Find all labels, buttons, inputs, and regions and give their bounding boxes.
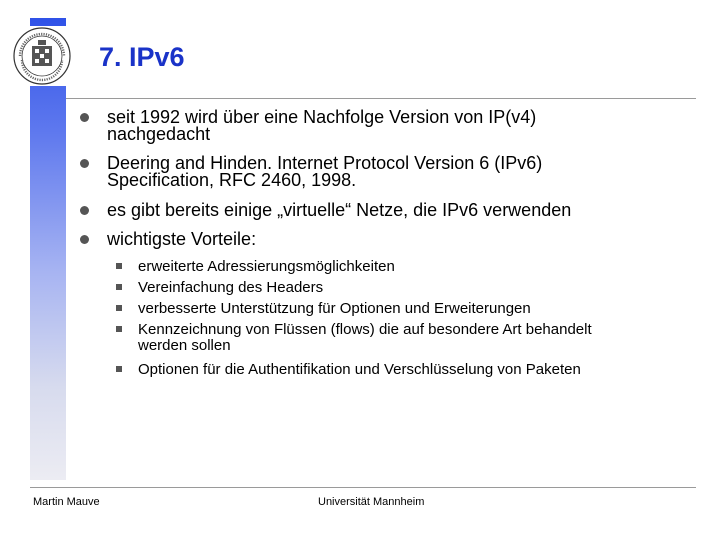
footer-author: Martin Mauve (33, 496, 100, 508)
bullet-text: seit 1992 wird über eine Nachfolge Version von IP(v4) (107, 107, 537, 127)
square-bullet-icon (116, 305, 122, 311)
title-divider (66, 98, 696, 99)
sub-bullet-text: verbesserte Unterstützung für Optionen und Erweiterungen (138, 300, 531, 317)
bullet-text: es gibt bereits einige „virtuelle“ Netze, die IPv6 verwenden (107, 200, 572, 220)
footer-institution: Universität Mannheim (318, 496, 425, 508)
bullet-text: Specification, RFC 2460, 1998. (107, 170, 357, 190)
footer-divider (30, 487, 696, 488)
page-title: 7. IPv6 (99, 42, 185, 72)
bullet-text: Deering and Hinden. Internet Protocol Version 6 (IPv6) (107, 153, 543, 173)
bullet-text: wichtigste Vorteile: (107, 229, 257, 249)
sub-bullet-text: Kennzeichnung von Flüssen (flows) die auf besondere Art behandelt (138, 321, 592, 338)
square-bullet-icon (116, 284, 122, 290)
square-bullet-icon (116, 263, 122, 269)
sub-bullet-text: Optionen für die Authentifikation und Verschlüsselung von Paketen (138, 361, 581, 378)
sub-bullet-text: werden sollen (138, 337, 231, 354)
bullet-dot-icon (80, 206, 89, 215)
university-seal-logo (12, 26, 72, 86)
bullet-dot-icon (80, 159, 89, 168)
square-bullet-icon (116, 366, 122, 372)
sub-bullet-text: Vereinfachung des Headers (138, 279, 324, 296)
square-bullet-icon (116, 326, 122, 332)
bullet-text: nachgedacht (107, 124, 211, 144)
bullet-dot-icon (80, 113, 89, 122)
bullet-dot-icon (80, 235, 89, 244)
sub-bullet-text: erweiterte Adressierungsmöglichkeiten (138, 258, 395, 275)
sidebar-gradient-bar (30, 18, 66, 480)
